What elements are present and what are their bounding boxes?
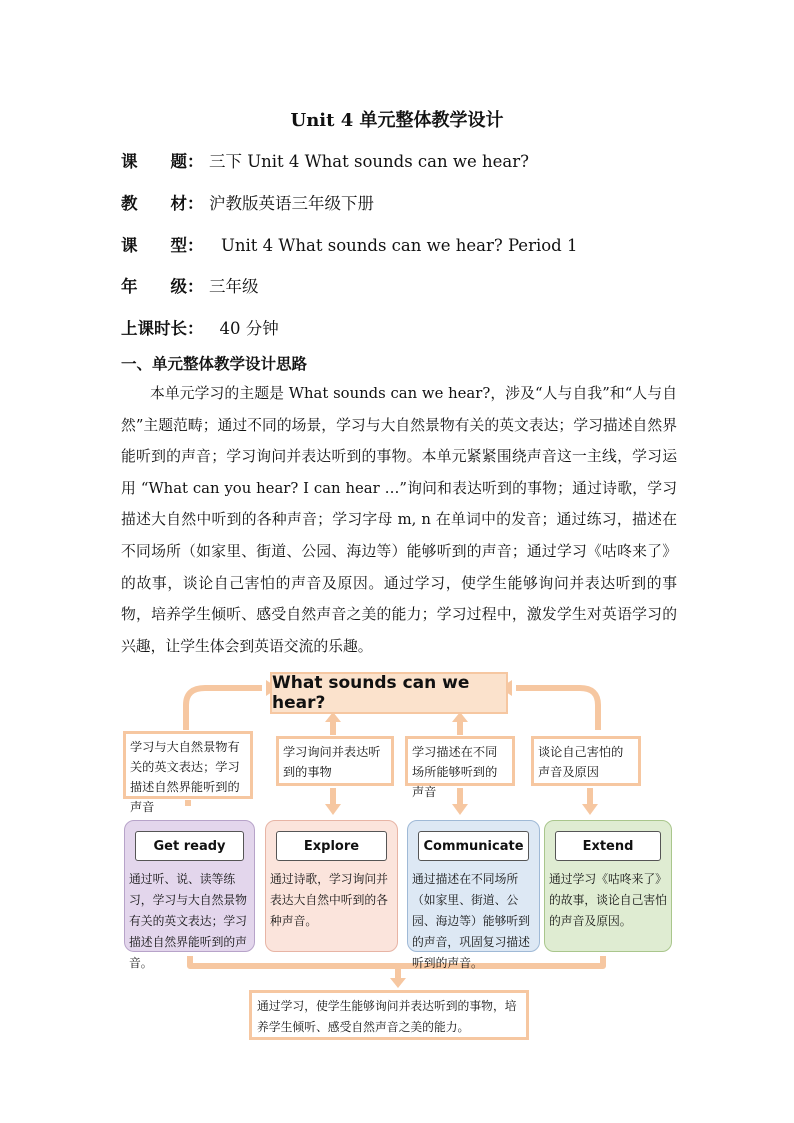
field-textbook-value: 沪教版英语三年级下册 — [209, 194, 374, 213]
field-duration-key: 上课时长： — [121, 319, 204, 338]
extend-label: Extend — [555, 831, 661, 861]
communicate-label: Communicate — [418, 831, 529, 861]
explore-label: Explore — [276, 831, 387, 861]
communicate-text: 通过描述在不同场所（如家里、街道、公园、海边等）能够听到的声音，巩固复习描述听到的声音。 — [412, 872, 530, 970]
card-extend — [544, 820, 672, 952]
desc-fear-sounds: 谈论自己害怕的声音及原因 — [531, 736, 641, 786]
desc-vocabulary: 学习与大自然景物有关的英文表达；学习描述自然界能听到的声音 — [123, 731, 253, 799]
field-grade-key: 年 级： — [121, 277, 204, 296]
section-heading: 一、单元整体教学设计思路 — [121, 354, 308, 373]
design-paragraph: 本单元学习的主题是 What sounds can we hear?，涉及“人与自我”和“人与自然”主题范畴；通过不同的场景，学习与大自然景物有关的英文表达；学习描述自然界能听到的声音；学习询问并表达听到的事物。本单元紧紧围绕声音这一主线，学习运用 “What can you hear? I can hear …”询问和表达听到的事物；通过诗歌，学习描述大自然中听到的各种声音；学习字母 m, n 在单词中的发音；通过练习，描述在不同场所（如家里、街道、公园、海边等）能够听到的声音；通过学习《咕咚来了》的故事，谈论自己害怕的声音及原因。通过学习，使学生能够询问并表达听到的事物，培养学生倾听、感受自然声音之美的能力；学习过程中，激发学生对英语学习的兴趣，让学生体会到英语交流的乐趣。 — [121, 385, 677, 655]
field-topic-key: 课 题： — [121, 152, 204, 171]
extend-text: 通过学习《咕咚来了》的故事，谈论自己害怕的声音及原因。 — [549, 872, 667, 928]
card-communicate — [407, 820, 540, 970]
diagram-title: What sounds can we hear? — [270, 672, 508, 714]
desc-ask-express: 学习询问并表达听到的事物 — [276, 736, 394, 786]
summary-box: 通过学习，使学生能够询问并表达听到的事物，培养学生倾听、感受自然声音之美的能力。 — [249, 990, 529, 1040]
document-title: Unit 4 单元整体教学设计 — [290, 110, 504, 131]
field-lesson-type-value: Unit 4 What sounds can we hear? Period 1 — [221, 236, 578, 255]
card-get-ready — [124, 820, 255, 970]
desc-places-sounds: 学习描述在不同场所能够听到的声音 — [405, 736, 515, 786]
field-textbook-key: 教 材： — [121, 194, 204, 213]
field-grade-value: 三年级 — [209, 277, 259, 296]
get-ready-text: 通过听、说、读等练习，学习与大自然景物有关的英文表达；学习描述自然界能听到的声音。 — [129, 872, 247, 970]
card-explore — [265, 820, 398, 952]
field-topic-value: 三下 Unit 4 What sounds can we hear? — [209, 152, 529, 171]
get-ready-label: Get ready — [135, 831, 244, 861]
field-lesson-type-key: 课 型： — [121, 236, 204, 255]
field-duration-value: 40 分钟 — [219, 319, 279, 338]
explore-text: 通过诗歌，学习询问并表达大自然中听到的各种声音。 — [270, 872, 388, 928]
